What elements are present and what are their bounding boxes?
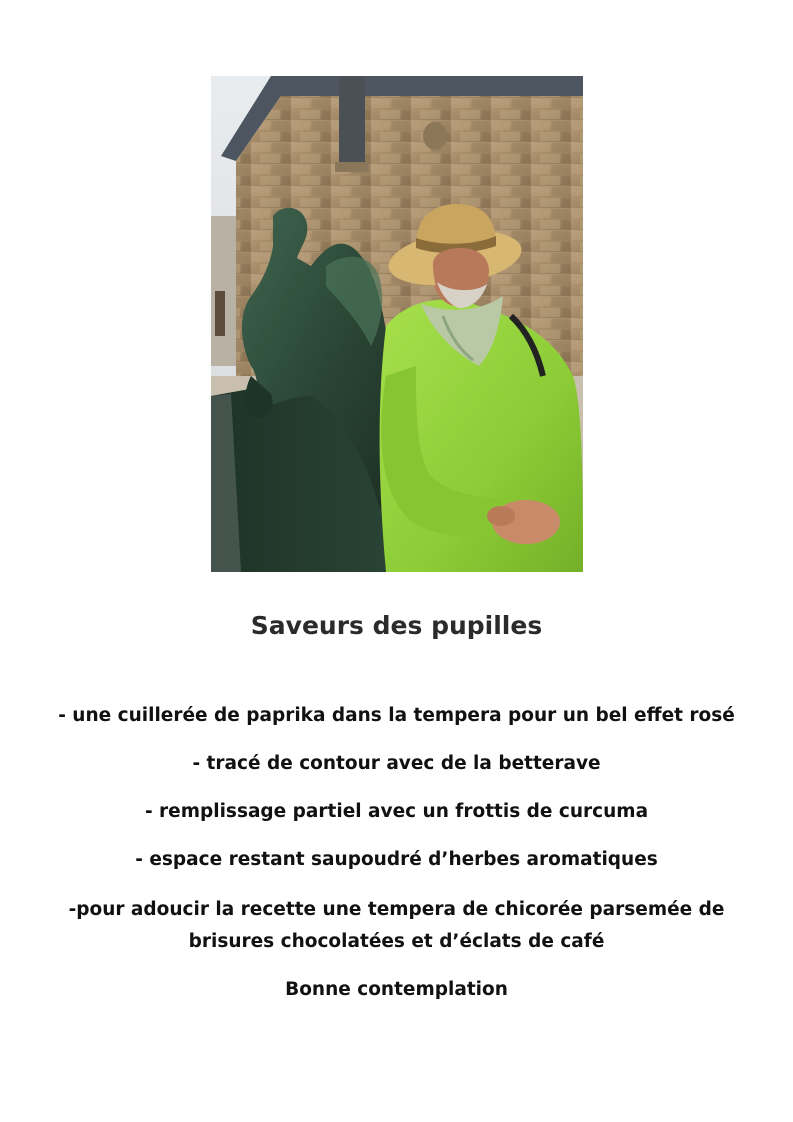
recipe-line: -pour adoucir la recette une tempera de chicorée parsemée de — [68, 899, 725, 920]
recipe-line: brisures chocolatées et d’éclats de café — [188, 931, 605, 952]
recipe-line: - une cuillerée de paprika dans la tempera pour un bel effet rosé — [58, 705, 735, 726]
photo-man-with-statue — [211, 76, 583, 572]
recipe-lines — [40, 692, 753, 1014]
recipe-line: - tracé de contour avec de la betterave — [192, 753, 601, 774]
closing-line: Bonne contemplation — [285, 979, 508, 1000]
recipe-line: - remplissage partiel avec un frottis de curcuma — [144, 801, 649, 822]
page-title: Saveurs des pupilles — [250, 611, 543, 640]
photo-illustration — [211, 76, 583, 572]
recipe-line: - espace restant saupoudré d’herbes aromatiques — [135, 849, 658, 870]
